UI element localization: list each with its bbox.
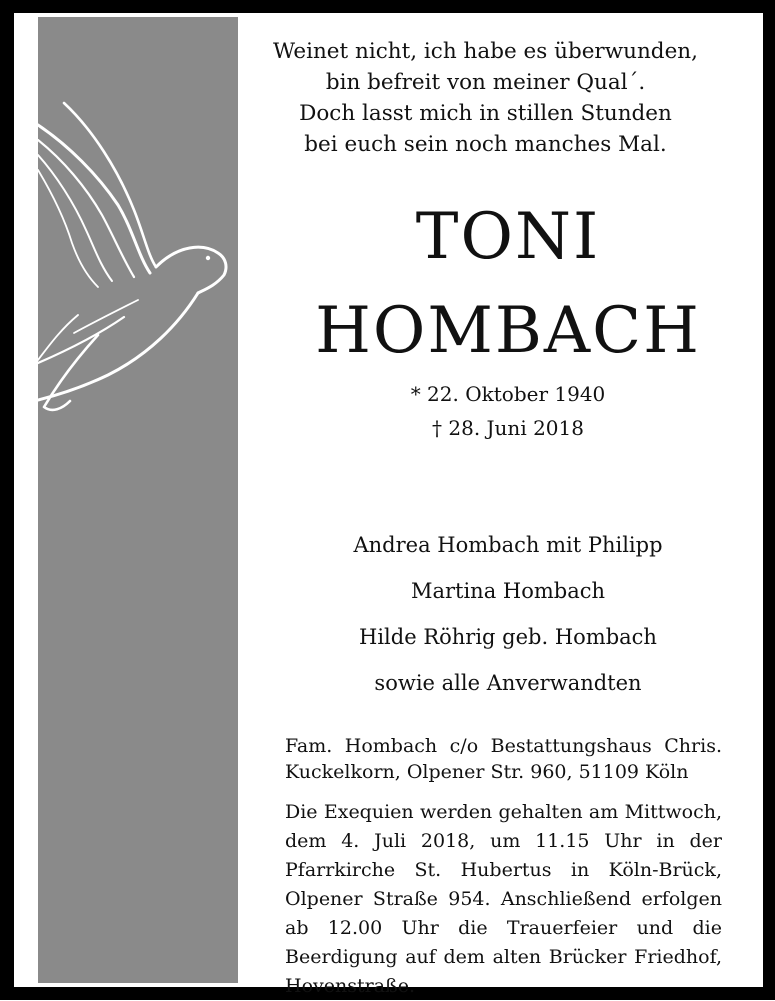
mourners-list [258,522,758,706]
funeral-service-details: Die Exequien werden gehalten am Mittwoch, dem 4. Juli 2018, um 11.15 Uhr in der Pfarrkirche St. Hubertus in Köln-Brück, Olpener Straße 954. Anschließend erfolgen ab 12.00 Uhr die Trauerfeier und die Beerdigung auf dem alten Brücker Friedhof, Hovenstraße. [285,801,722,997]
mourner-line: Martina Hombach [410,579,606,603]
deceased-first-name: TONI [415,200,601,274]
poem-line: Weinet nicht, ich habe es überwunden, [273,39,698,64]
poem-line: Doch lasst mich in stillen Stunden [299,101,672,126]
deceased-last-name: HOMBACH [315,294,701,368]
life-dates [258,377,758,445]
contact-address: Fam. Hombach c/o Bestattungshaus Chris. Kuckelkorn, Olpener Str. 960, 51109 Köln [285,735,722,783]
dove-icon [38,95,238,425]
memorial-poem [258,36,713,160]
birth-date: * 22. Oktober 1940 [410,382,606,406]
death-date: † 28. Juni 2018 [432,416,584,440]
mourner-line: Hilde Röhrig geb. Hombach [359,625,657,649]
mourner-line: Andrea Hombach mit Philipp [353,533,663,557]
poem-line: bin befreit von meiner Qual´. [325,70,646,95]
poem-line: bei euch sein noch manches Mal. [304,132,667,157]
mourner-line: sowie alle Anverwandten [374,671,642,695]
